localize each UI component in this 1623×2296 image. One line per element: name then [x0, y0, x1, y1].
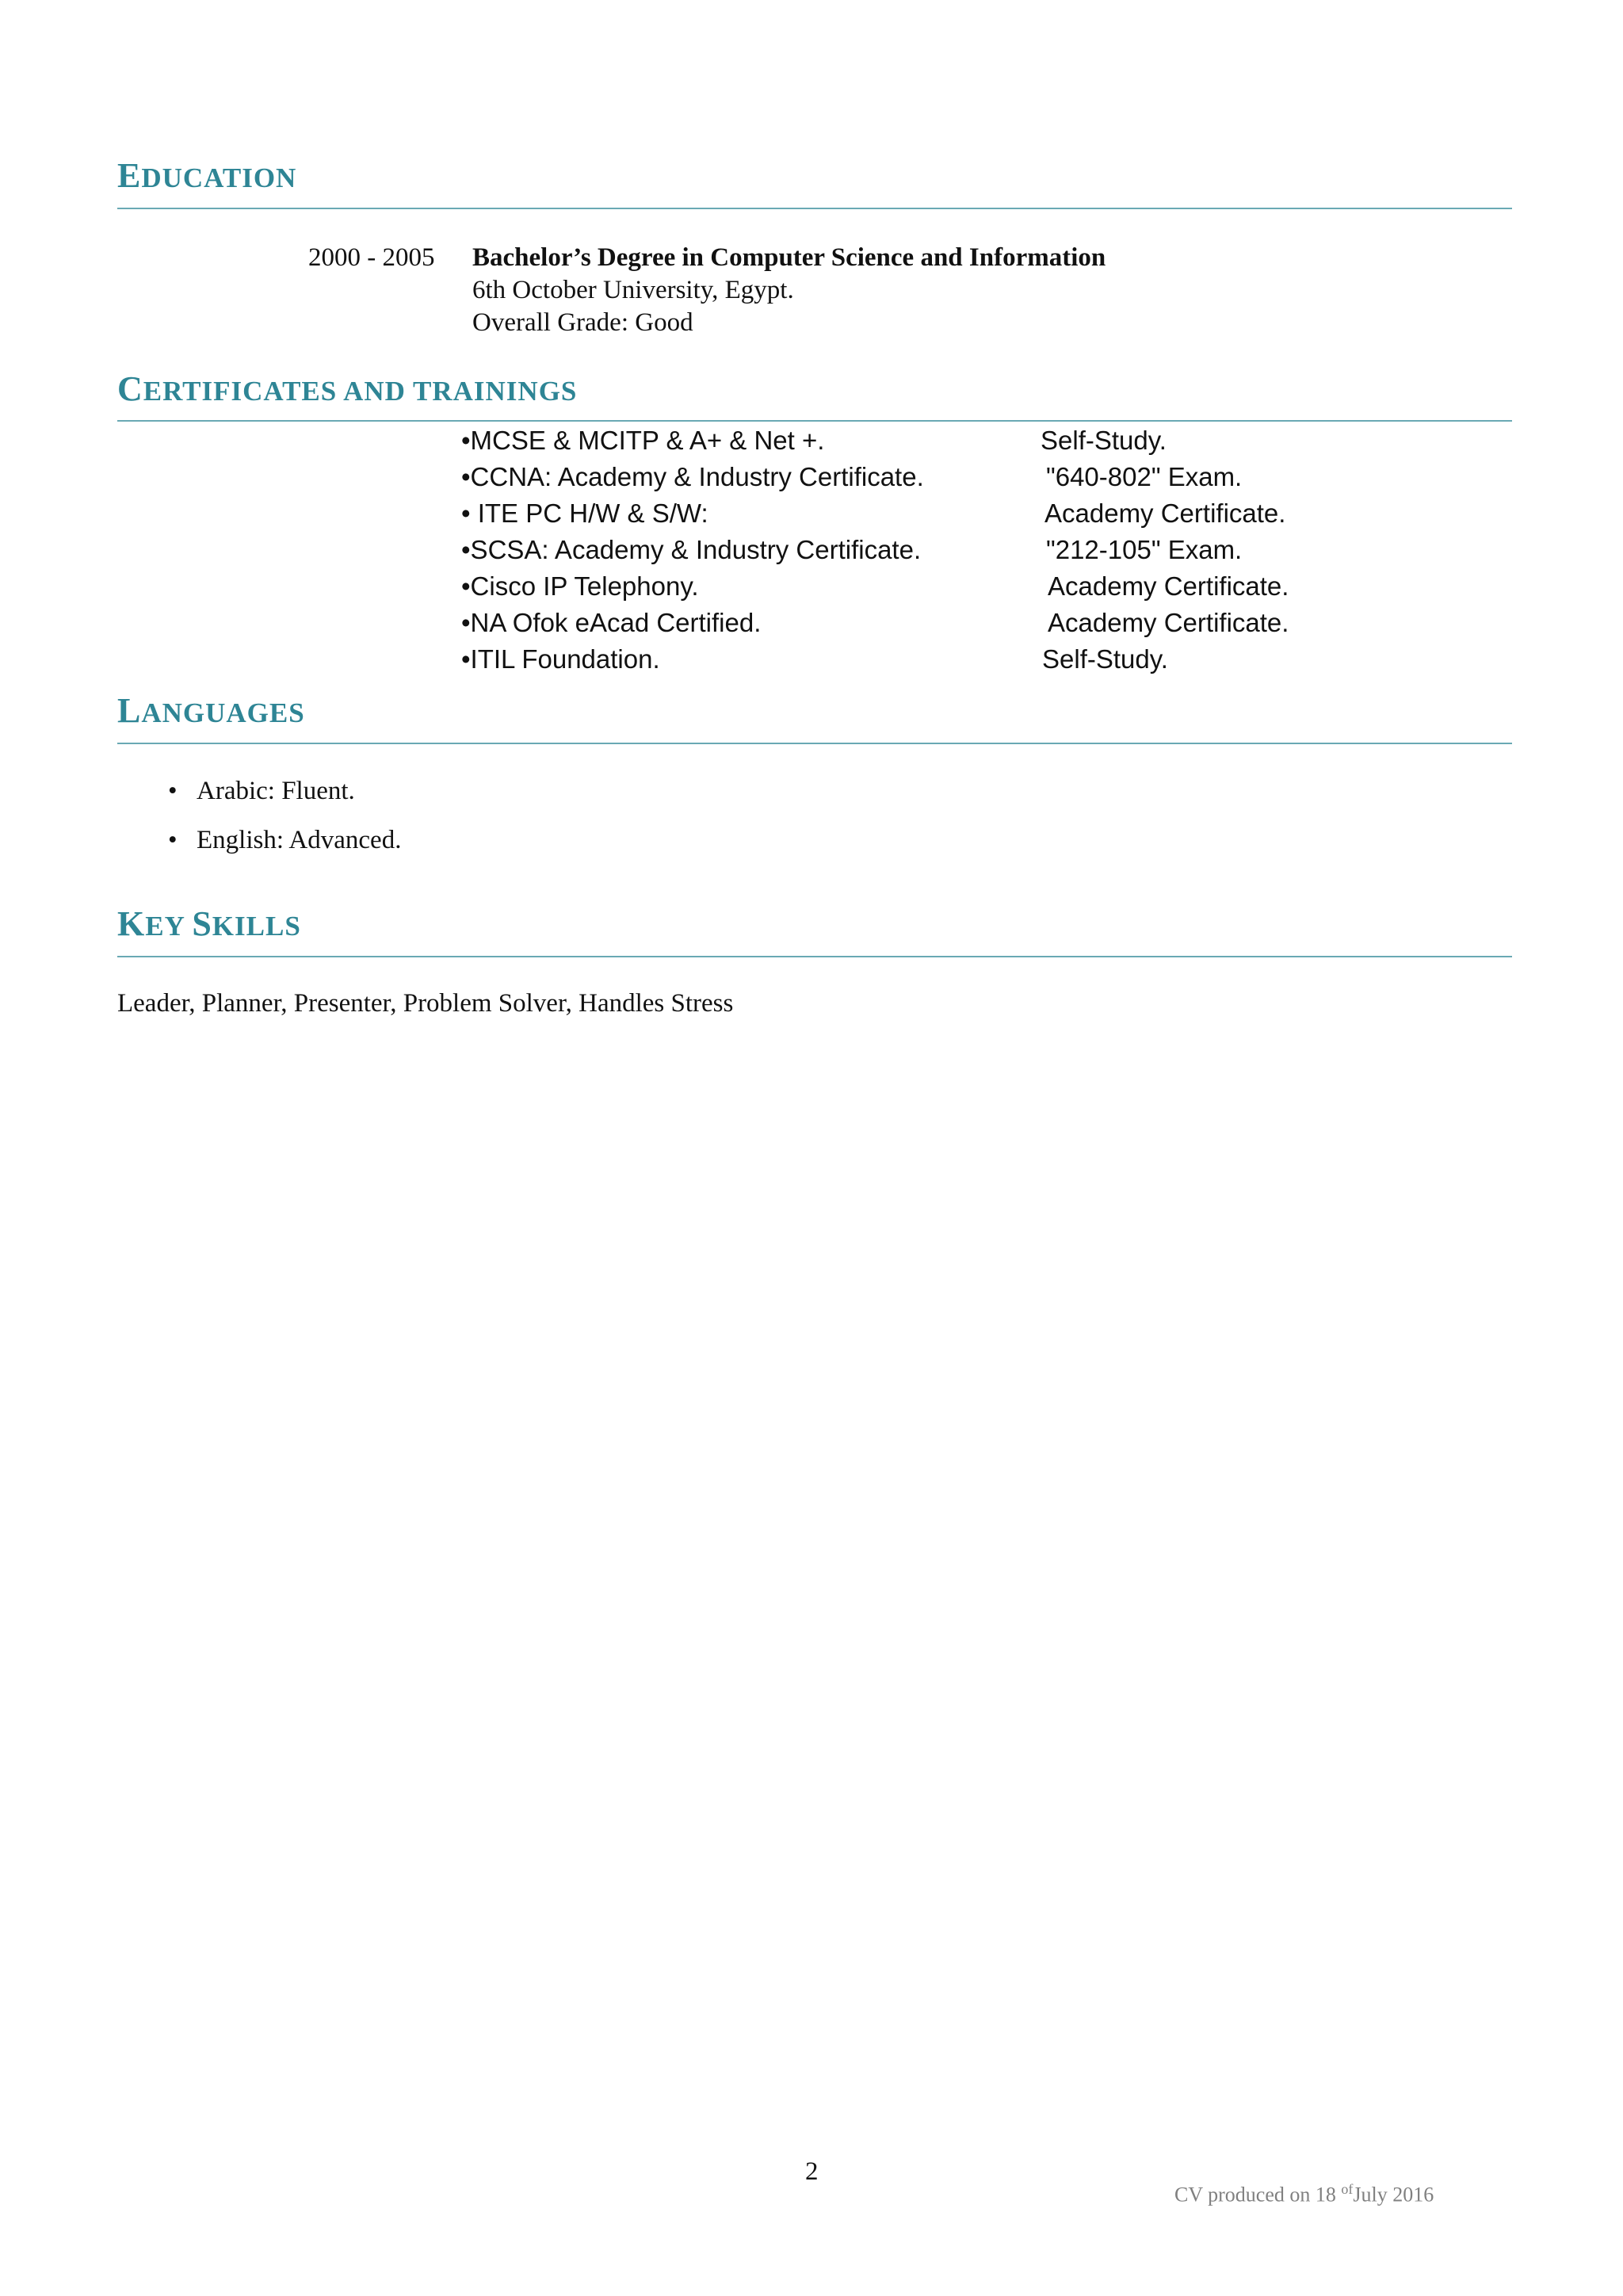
certificate-type: Academy Certificate. — [1048, 571, 1289, 601]
certificate-name: •MCSE & MCITP & A+ & Net +. — [461, 426, 825, 455]
bullet-icon: • — [168, 777, 178, 805]
certificate-type: Self-Study. — [1042, 644, 1168, 674]
languages-heading: LANGUAGES — [117, 691, 305, 730]
certificate-name: •NA Ofok eAcad Certified. — [461, 608, 762, 637]
certificate-name: •CCNA: Academy & Industry Certificate. — [461, 462, 924, 491]
certificate-name: •Cisco IP Telephony. — [461, 571, 699, 601]
certificate-name: • ITE PC H/W & S/W: — [461, 499, 708, 528]
certificate-type: "640-802" Exam. — [1046, 462, 1243, 491]
certificate-name: •SCSA: Academy & Industry Certificate. — [461, 535, 922, 564]
education-university: 6th October University, Egypt. — [472, 276, 794, 304]
languages-rule — [117, 743, 1512, 744]
certificate-type: Academy Certificate. — [1048, 608, 1289, 637]
certificate-type: "212-105" Exam. — [1046, 535, 1243, 564]
certificate-type: Self-Study. — [1041, 426, 1167, 455]
language-item: English: Advanced. — [197, 826, 402, 854]
certificates-heading: CERTIFICATES AND TRAININGS — [117, 369, 578, 408]
certificate-name: •ITIL Foundation. — [461, 644, 660, 674]
education-grade: Overall Grade: Good — [472, 308, 693, 337]
certificate-type: Academy Certificate. — [1044, 499, 1286, 528]
skills-rule — [117, 956, 1512, 957]
education-rule — [117, 208, 1512, 209]
education-degree: Bachelor’s Degree in Computer Science and Information — [472, 243, 1106, 272]
education-years: 2000 - 2005 — [308, 243, 435, 272]
bullet-icon: • — [168, 826, 178, 854]
education-heading: EDUCATION — [117, 156, 297, 195]
language-item: Arabic: Fluent. — [197, 777, 355, 805]
certificates-rule — [117, 420, 1512, 422]
produced-note: CV produced on 18 $^{of}$July 2016 — [1174, 2181, 1434, 2206]
skills-heading: KEY SKILLS — [117, 904, 301, 943]
page-number: 2 — [805, 2157, 819, 2186]
skills-text: Leader, Planner, Presenter, Problem Solver, Handles Stress — [117, 989, 734, 1018]
